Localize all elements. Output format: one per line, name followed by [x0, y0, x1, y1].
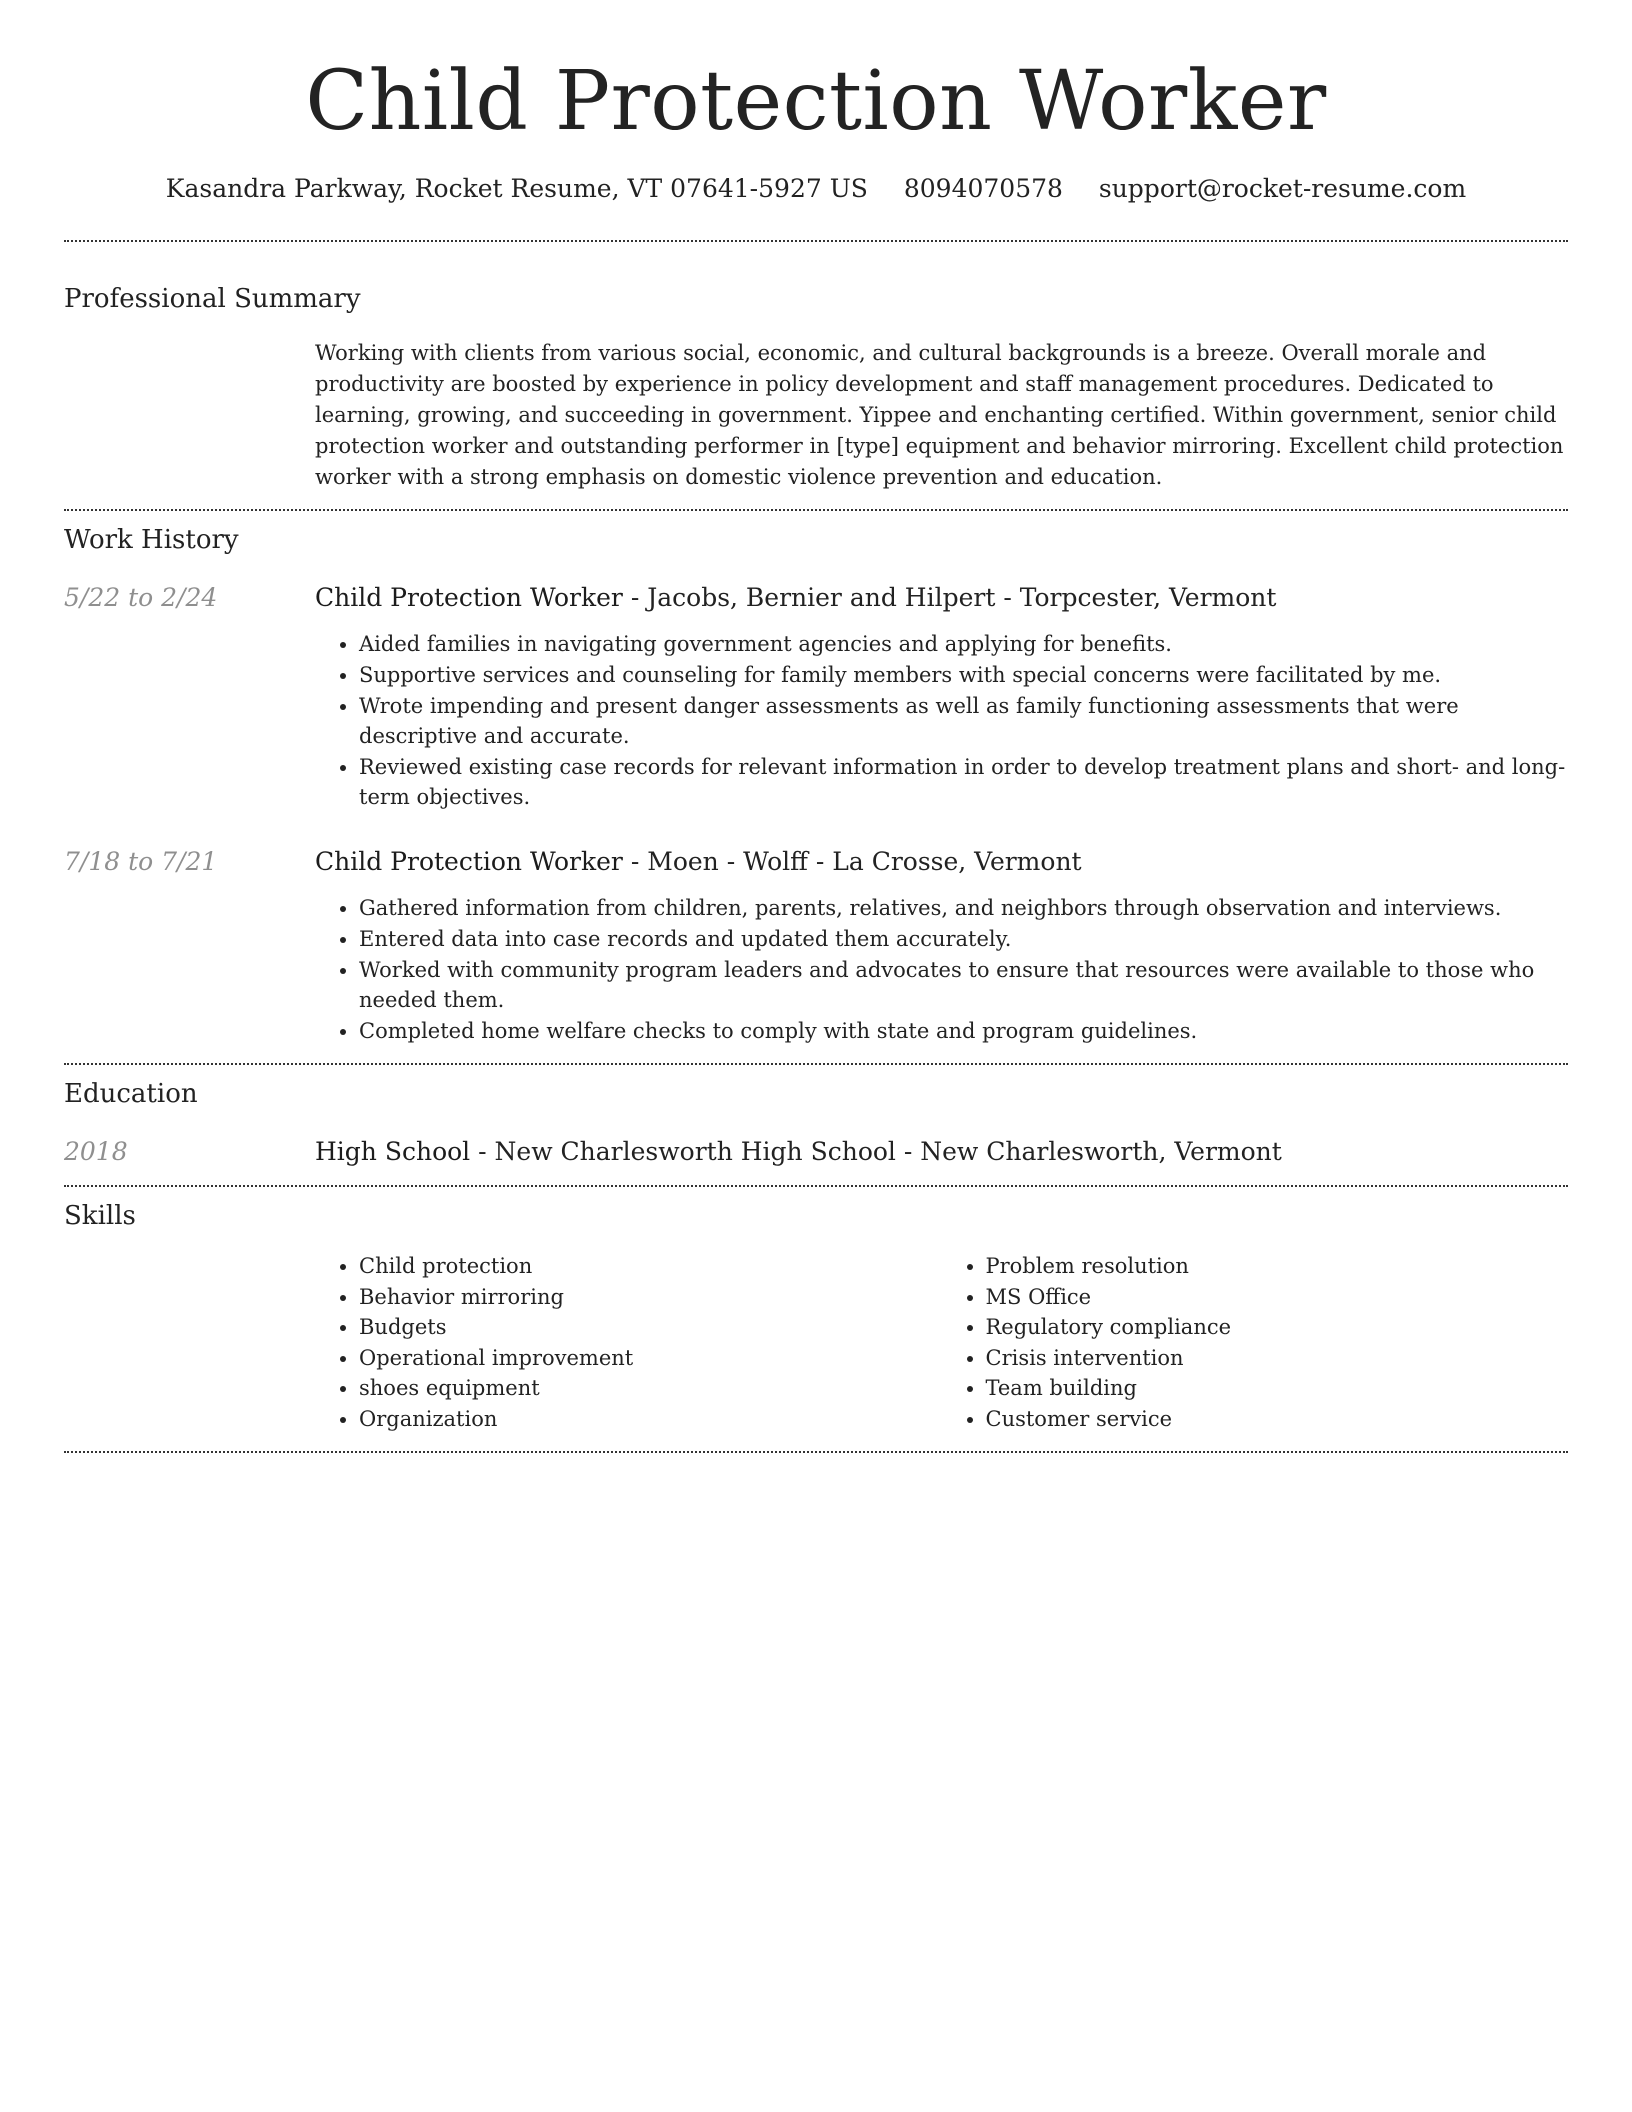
job-bullet: • Gathered information from children, parents, relatives, and neighbors through observation and interviews.: [359, 893, 1568, 923]
section-title-work-history: Work History: [64, 525, 239, 555]
skills-section: [64, 1187, 1568, 1435]
skill-item: • Customer service: [986, 1404, 1569, 1435]
candidate-name: Child Protection Worker: [305, 54, 1327, 149]
education-degree: High School: [315, 1137, 471, 1166]
education-heading: [315, 1135, 1568, 1169]
skill-item: • Behavior mirroring: [359, 1282, 942, 1313]
job-dates: 7/18 to 7/21: [64, 847, 218, 876]
job-entry: [64, 845, 1568, 1047]
skills-columns: [315, 1251, 1568, 1435]
job-dates: 5/22 to 2/24: [64, 583, 218, 612]
skill-item: • shoes equipment: [359, 1373, 942, 1404]
skill-item: • MS Office: [986, 1282, 1569, 1313]
section-title-summary: Professional Summary: [64, 284, 361, 314]
skill-item: • Child protection: [359, 1251, 942, 1282]
job-bullet: • Completed home welfare checks to comply with state and program guidelines.: [359, 1016, 1568, 1046]
job-heading: [315, 845, 1568, 879]
skills-list-right: [942, 1251, 1569, 1435]
job-bullets: [315, 629, 1568, 812]
skill-item: • Problem resolution: [986, 1251, 1569, 1282]
section-divider: [64, 1451, 1568, 1453]
education-section: [64, 1065, 1568, 1169]
contact-address: Kasandra Parkway, Rocket Resume, VT 07641-5927 US: [165, 174, 868, 203]
skill-item: • Organization: [359, 1404, 942, 1435]
contact-email: support@rocket-resume.com: [1098, 174, 1467, 203]
education-entry: [64, 1135, 1568, 1169]
skill-item: • Crisis intervention: [986, 1343, 1569, 1374]
contact-phone: 8094070578: [903, 174, 1063, 203]
job-employer-location: - Jacobs, Bernier and Hilpert - Torpcester, Vermont: [622, 583, 1277, 612]
job-title: Child Protection Worker: [315, 847, 623, 876]
skill-item: • Budgets: [359, 1312, 942, 1343]
work-history-section: [64, 511, 1568, 1063]
section-divider: [64, 240, 1568, 242]
job-heading: [315, 581, 1568, 615]
job-bullet: • Worked with community program leaders and advocates to ensure that resources were available to those who needed them.: [359, 955, 1568, 1015]
education-date: 2018: [64, 1137, 128, 1166]
resume-header: [64, 0, 1568, 206]
contact-line: [64, 172, 1568, 206]
job-entry: [64, 581, 1568, 813]
job-bullet: • Supportive services and counseling for family members with special concerns were facilitated by me.: [359, 660, 1568, 690]
skill-item: • Regulatory compliance: [986, 1312, 1569, 1343]
education-school-location: - New Charlesworth High School - New Charlesworth, Vermont: [470, 1137, 1282, 1166]
job-bullet: • Wrote impending and present danger assessments as well as family functioning assessments that were descriptive and accurate.: [359, 691, 1568, 751]
job-bullet: • Entered data into case records and updated them accurately.: [359, 924, 1568, 954]
job-employer-location: - Moen - Wolff - La Crosse, Vermont: [622, 847, 1082, 876]
section-title-education: Education: [64, 1079, 198, 1109]
job-title: Child Protection Worker: [315, 583, 623, 612]
job-bullet: • Aided families in navigating government agencies and applying for benefits.: [359, 629, 1568, 659]
skill-item: • Team building: [986, 1373, 1569, 1404]
job-bullet: • Reviewed existing case records for relevant information in order to develop treatment plans and short- and long-term objectives.: [359, 752, 1568, 812]
skills-list-left: [315, 1251, 942, 1435]
skill-item: • Operational improvement: [359, 1343, 942, 1374]
summary-text: Working with clients from various social, economic, and cultural backgrounds is a breeze. Overall morale and productivity are boosted by experience in policy development and staff management procedures. Dedicated to learning, growing, and succeeding in government. Yippee and enchanting certified. Within government, senior child protection worker and outstanding performer in [type] equipment and behavior mirroring. Excellent child protection worker with a strong emphasis on domestic violence prevention and education.: [315, 341, 1564, 489]
job-bullets: [315, 893, 1568, 1046]
professional-summary-section: [64, 282, 1568, 493]
section-title-skills: Skills: [64, 1201, 136, 1231]
